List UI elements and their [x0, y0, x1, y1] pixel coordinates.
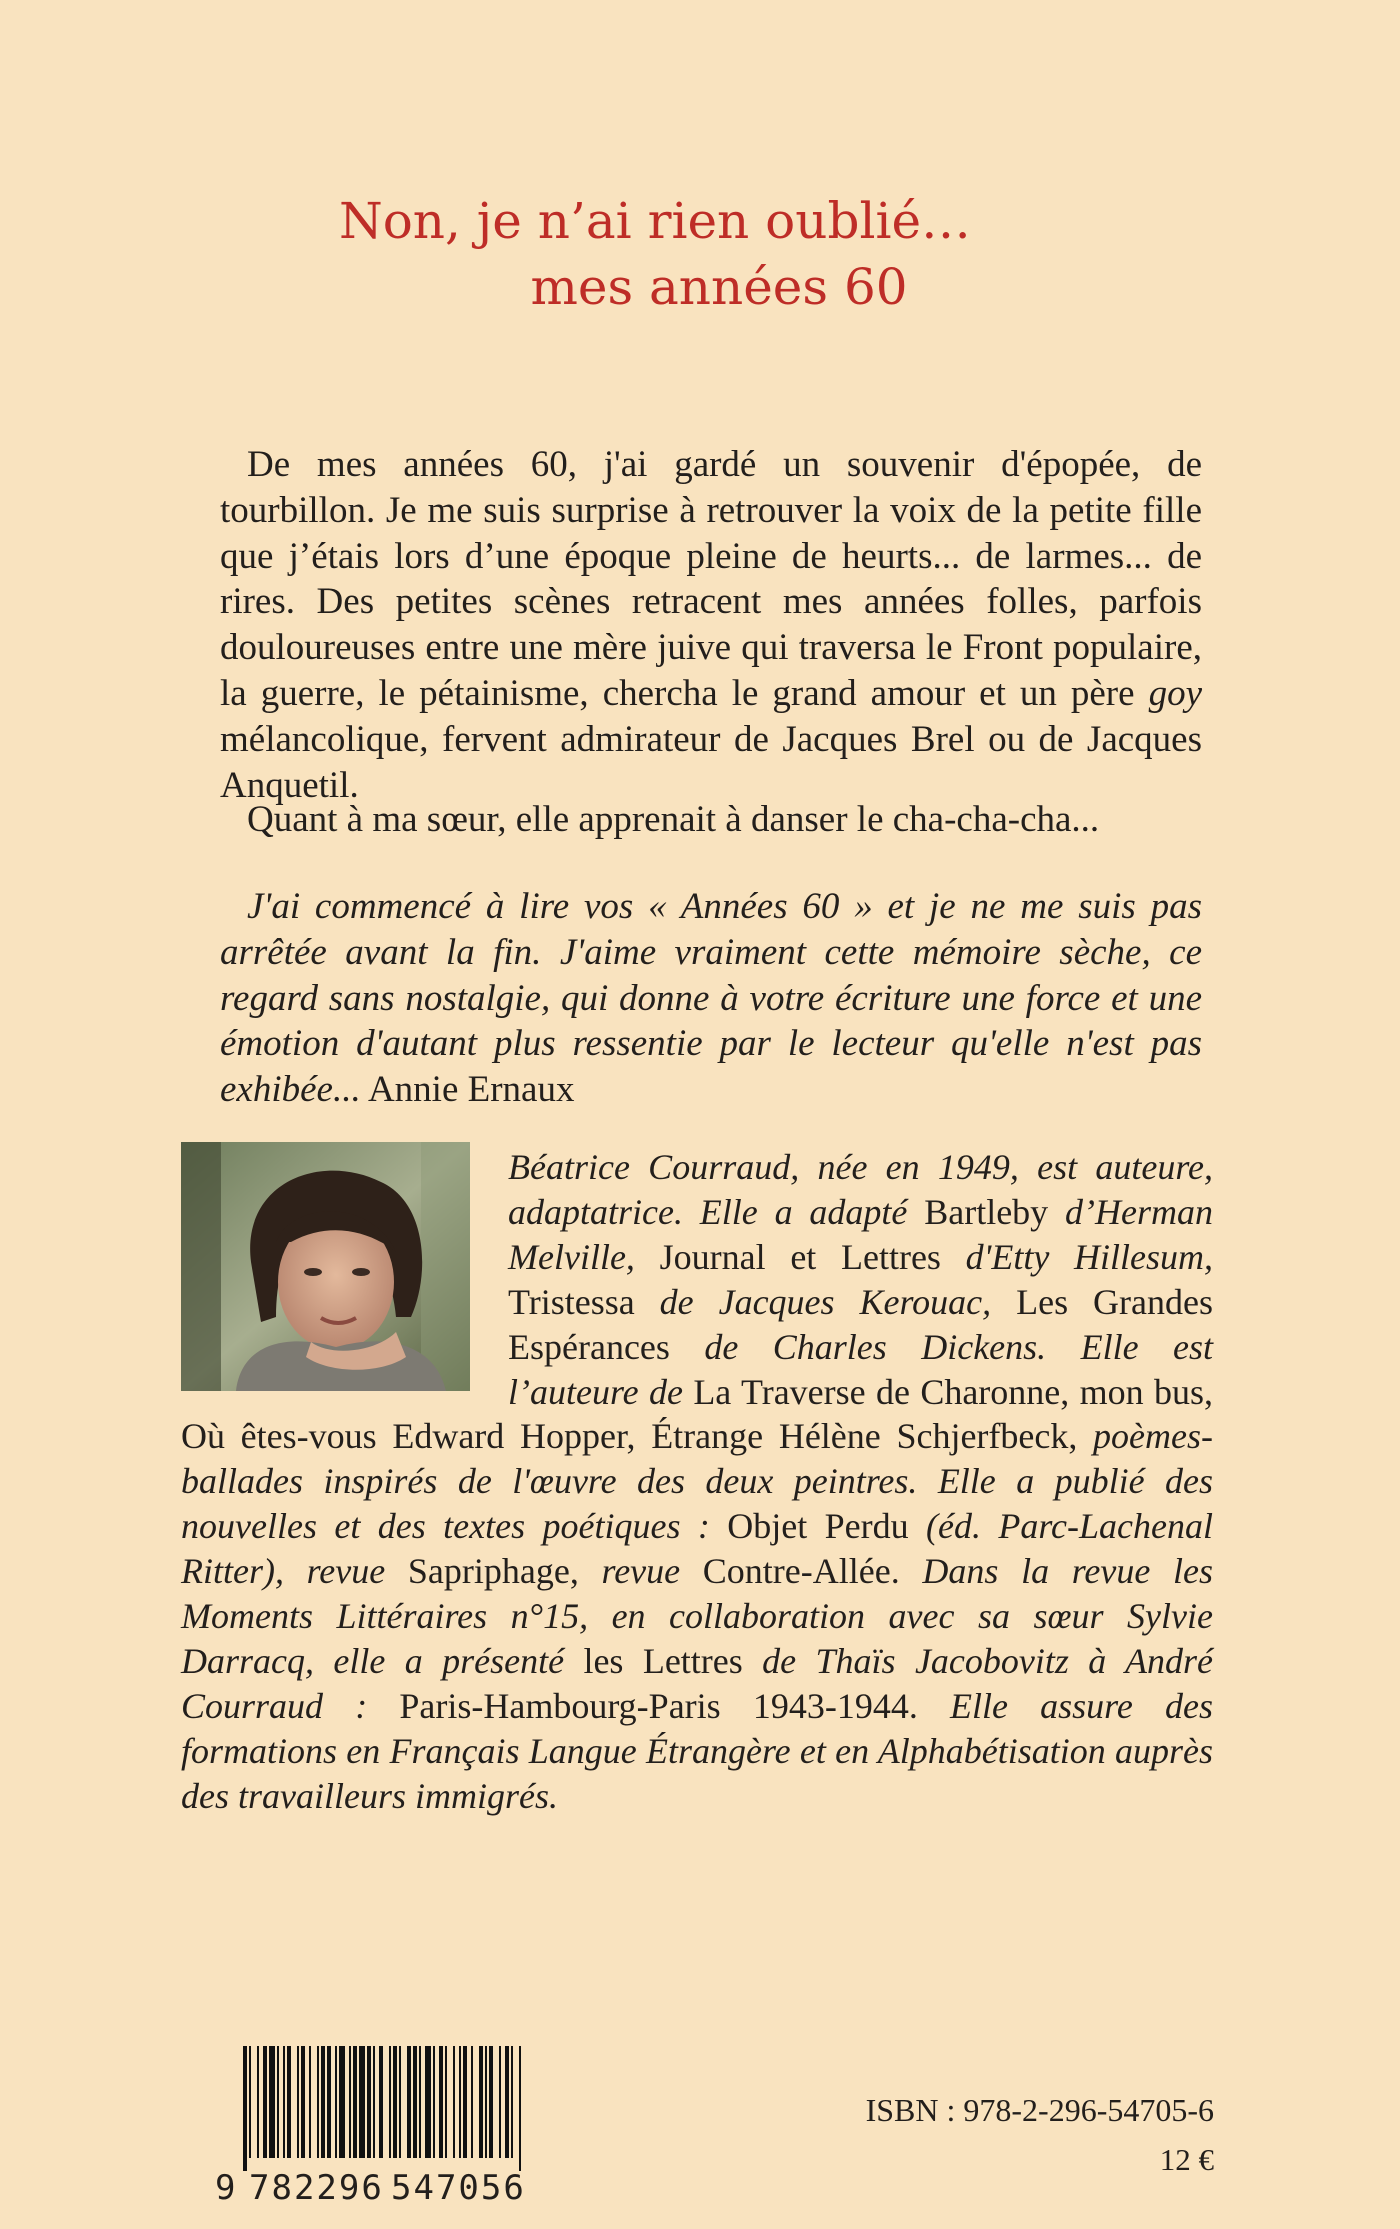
barcode-bar — [485, 2046, 487, 2158]
bio-text-5: de Charles Dickens. Elle est l’auteure de — [508, 1326, 1213, 1412]
barcode-bar — [349, 2046, 351, 2158]
barcode-bar — [283, 2046, 285, 2158]
barcode-bar — [287, 2046, 291, 2158]
book-title — [0, 188, 1400, 320]
barcode-bar — [425, 2046, 431, 2158]
barcode-bar — [463, 2046, 467, 2158]
quote-text: J'ai commencé à lire vos « Années 60 » et je ne me suis pas arrêtée avant la fin. J'aime vraiment cette mémoire sèche, ce regard sans nostalgie, qui donne à votre écriture une force et une émotion d'autant plus ressentie par le lecteur qu'elle n'est pas exhibée... — [220, 886, 1202, 1111]
barcode-bar — [499, 2046, 501, 2158]
barcode-bar — [353, 2046, 357, 2158]
sister-paragraph: Quant à ma sœur, elle apprenait à danser le cha-cha-cha... — [247, 799, 1100, 840]
bio-text-3: d'Etty Hillesum, — [940, 1236, 1213, 1277]
bio-title-10: Paris-Hambourg-Paris 1943-1944. — [399, 1685, 918, 1726]
barcode-bar — [277, 2046, 279, 2158]
barcode-bar — [413, 2046, 417, 2158]
bio-text-7: (éd. Parc-Lachenal Ritter), revue — [181, 1506, 1214, 1592]
barcode-bar — [379, 2046, 383, 2158]
title-line-1: Non, je n’ai rien oublié… — [338, 192, 972, 250]
barcode-bar — [445, 2046, 447, 2158]
barcode-bar — [489, 2046, 493, 2158]
barcode-bar — [263, 2046, 267, 2158]
photo-spacer — [181, 1145, 508, 1412]
barcode-bar — [309, 2046, 311, 2158]
barcode-bar — [419, 2046, 421, 2158]
barcode-bar — [301, 2046, 305, 2158]
intro-text: De mes années 60, j'ai gardé un souvenir d'épopée, de tourbillon. Je me suis surprise à retrouver la voix de la petite fille que j’étais lors d’une époque pleine de heurts... de larmes... de rires. Des petites scènes retracent mes années folles, parfois douloureuses entre une mère juive qui traversa le Front populaire, la guerre, le pétainisme, chercha le grand amour et un père — [220, 444, 1202, 714]
bio-text-9: Dans la revue les Moments Littéraires n°15, en collaboration avec sa sœur Sylvie Darracq, elle a présenté — [181, 1551, 1213, 1681]
bio-text-11: Elle assure des formations en Français Langue Étrangère et en Alphabétisation auprès des travailleurs immigrés. — [181, 1685, 1214, 1816]
bio-title-7: Sapriphage, — [407, 1551, 579, 1592]
price: 12 € — [1159, 2142, 1214, 2177]
barcode-bar — [433, 2046, 435, 2158]
barcode-bar — [327, 2046, 331, 2158]
bio-text-10: de Thaïs Jacobovitz à André Courraud : — [181, 1640, 1213, 1726]
bio-title-4: Les Grandes Espérances — [508, 1281, 1213, 1367]
barcode-bar — [439, 2046, 443, 2158]
barcode — [213, 2046, 529, 2216]
barcode-bar — [297, 2046, 299, 2158]
bio-title-8: Contre-Allée. — [702, 1551, 900, 1592]
intro-paragraph — [220, 442, 1202, 808]
bio-title-3: Tristessa — [508, 1281, 635, 1322]
intro-text-end: mélancolique, fervent admirateur de Jacques Brel ou de Jacques Anquetil. — [220, 718, 1202, 806]
barcode-bars — [213, 2046, 529, 2171]
barcode-digits-right: 547056 — [391, 2168, 526, 2208]
bio-title-2: Journal et Lettres — [659, 1236, 941, 1277]
bio-text-2: d’Herman Melville, — [508, 1191, 1213, 1277]
barcode-bar — [519, 2046, 521, 2171]
bio-title-1: Bartleby — [924, 1191, 1049, 1232]
bio-title-5: La Traverse de Charonne, mon bus, Où êtes-vous Edward Hopper, Étrange Hélène Schjerfbeck, — [181, 1371, 1213, 1457]
barcode-bar — [335, 2046, 337, 2158]
barcode-bar — [511, 2046, 513, 2158]
barcode-bar — [459, 2046, 461, 2158]
barcode-bar — [249, 2046, 251, 2158]
barcode-bar — [399, 2046, 401, 2158]
barcode-bar — [321, 2046, 325, 2158]
barcode-bar — [317, 2046, 319, 2158]
barcode-bar — [269, 2046, 275, 2158]
barcode-bar — [479, 2046, 483, 2158]
barcode-bar — [257, 2046, 259, 2158]
barcode-bar — [471, 2046, 473, 2158]
author-biography — [181, 1145, 1213, 1819]
barcode-bar — [339, 2046, 345, 2158]
bio-title-6: Objet Perdu — [727, 1506, 909, 1547]
barcode-bar — [453, 2046, 455, 2158]
quote-paragraph — [220, 884, 1202, 1113]
isbn-number: ISBN : 978-2-296-54705-6 — [865, 2092, 1214, 2128]
barcode-bar — [373, 2046, 375, 2158]
title-line-2: mes années 60 — [530, 258, 908, 316]
bio-text-6: poèmes-ballades inspirés de l'œuvre des deux peintres. Elle a publié des nouvelles et des textes poétiques : — [181, 1416, 1213, 1547]
barcode-bar — [367, 2046, 371, 2158]
bio-text-4: de Jacques Kerouac, — [634, 1281, 1017, 1322]
bio-title-9: les Lettres — [583, 1640, 743, 1681]
barcode-bar — [243, 2046, 247, 2171]
bio-text-8: revue — [578, 1551, 703, 1592]
barcode-bar — [389, 2046, 391, 2158]
intro-italic-word: goy — [1148, 672, 1202, 714]
quote-author: Annie Ernaux — [367, 1069, 575, 1111]
bio-text-1: Béatrice Courraud, née en 1949, est auteure, adaptatrice. Elle a adapté — [508, 1147, 1213, 1232]
barcode-bar — [359, 2046, 365, 2158]
barcode-bar — [393, 2046, 397, 2158]
barcode-digit-prefix: 9 — [215, 2168, 236, 2208]
barcode-bar — [505, 2046, 509, 2158]
barcode-digits-left: 782296 — [249, 2168, 384, 2208]
barcode-bar — [407, 2046, 411, 2158]
